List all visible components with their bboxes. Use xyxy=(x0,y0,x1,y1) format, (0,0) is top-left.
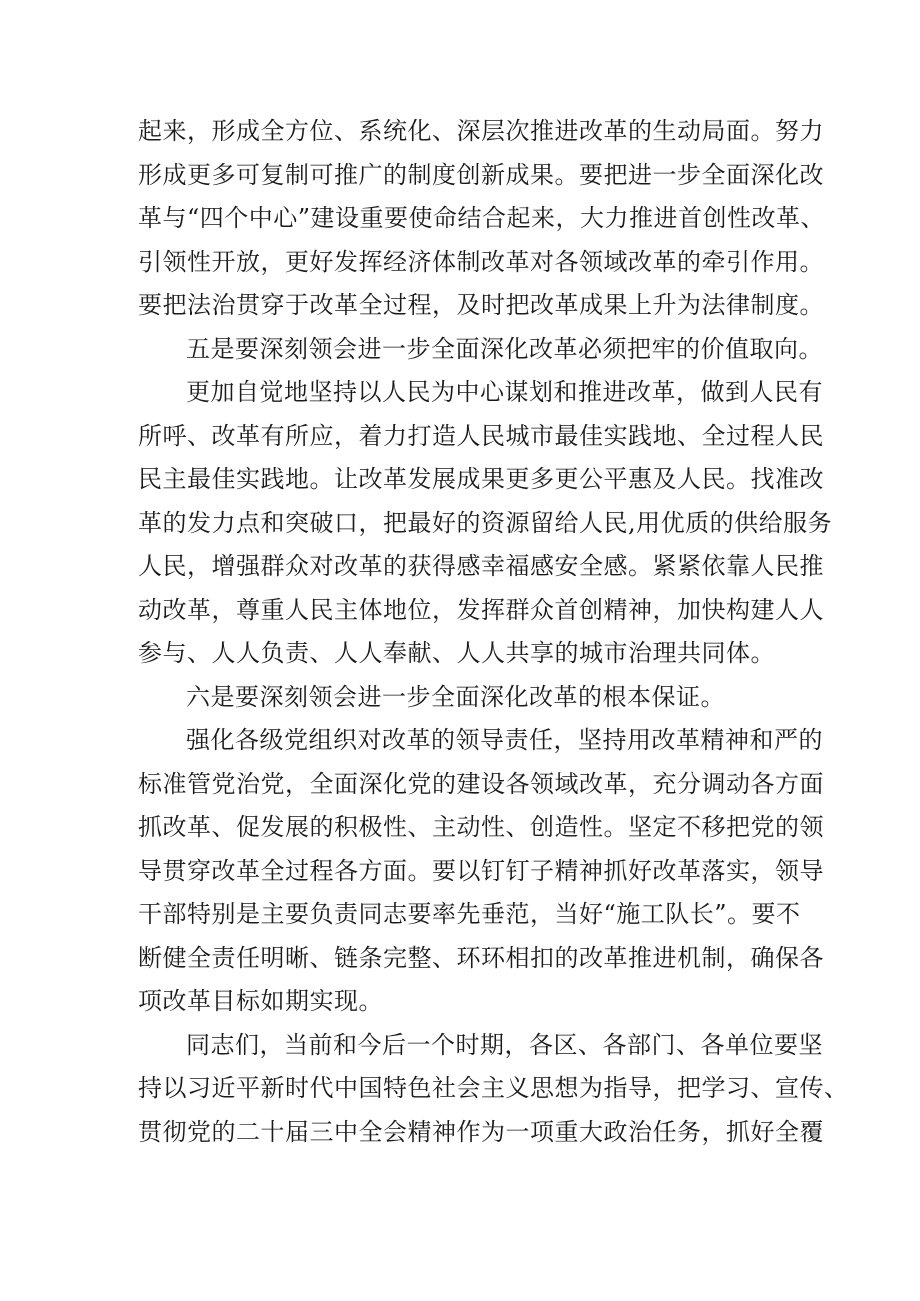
text-line: 民主最佳实践地。让改革发展成果更多更公平惠及人民。找准改 xyxy=(138,465,824,493)
text-line: 干部特别是主要负责同志要率先垂范，当好“施工队长”。要不 xyxy=(138,900,801,928)
text-line: 强化各级党组织对改革的领导责任，坚持用改革精神和严的 xyxy=(186,726,823,754)
text-line: 形成更多可复制可推广的制度创新成果。要把进一步全面深化改 xyxy=(138,160,824,189)
text-line: 持以习近平新时代中国特色社会主义思想为指导，把学习、宣传、 xyxy=(138,1074,849,1102)
text-line: 贯彻党的二十届三中全会精神作为一项重大政治任务，抓好全覆 xyxy=(138,1117,824,1146)
text-line: 人民，增强群众对改革的获得感幸福感安全感。紧紧依靠人民推 xyxy=(138,552,824,580)
text-line: 导贯穿改革全过程各方面。要以钉钉子精神抓好改革落实，领导 xyxy=(138,856,824,885)
text-line: 参与、人人负责、人人奉献、人人共享的城市治理共同体。 xyxy=(138,639,775,667)
text-line: 引领性开放，更好发挥经济体制改革对各领域改革的牵引作用。 xyxy=(138,247,824,276)
text-line: 六是要深刻领会进一步全面深化改革的根本保证。 xyxy=(186,682,725,711)
text-line: 标准管党治党，全面深化党的建设各领域改革，充分调动各方面 xyxy=(138,769,824,798)
text-line: 动改革，尊重人民主体地位，发挥群众首创精神，加快构建人人 xyxy=(138,595,824,624)
text-line: 抓改革、促发展的积极性、主动性、创造性。坚定不移把党的领 xyxy=(138,813,824,841)
text-line: 更加自觉地坚持以人民为中心谋划和推进改革，做到人民有 xyxy=(186,378,823,406)
text-line: 五是要深刻领会进一步全面深化改革必须把牢的价值取向。 xyxy=(186,334,823,363)
text-line: 起来，形成全方位、系统化、深层次推进改革的生动局面。努力 xyxy=(138,117,824,145)
text-line: 断健全责任明晰、链条完整、环环相扣的改革推进机制，确保各 xyxy=(138,943,824,972)
text-line: 所呼、改革有所应，着力打造人民城市最佳实践地、全过程人民 xyxy=(138,421,824,450)
text-line: 革的发力点和突破口，把最好的资源留给人民,用优质的供给服务 xyxy=(138,508,833,537)
text-line: 要把法治贯穿于改革全过程，及时把改革成果上升为法律制度。 xyxy=(138,291,824,319)
text-line: 革与“四个中心”建设重要使命结合起来，大力推进首创性改革、 xyxy=(138,204,826,232)
body-text xyxy=(138,110,849,1154)
text-line: 项改革目标如期实现。 xyxy=(138,987,383,1015)
text-line: 同志们，当前和今后一个时期，各区、各部门、各单位要坚 xyxy=(186,1030,823,1059)
